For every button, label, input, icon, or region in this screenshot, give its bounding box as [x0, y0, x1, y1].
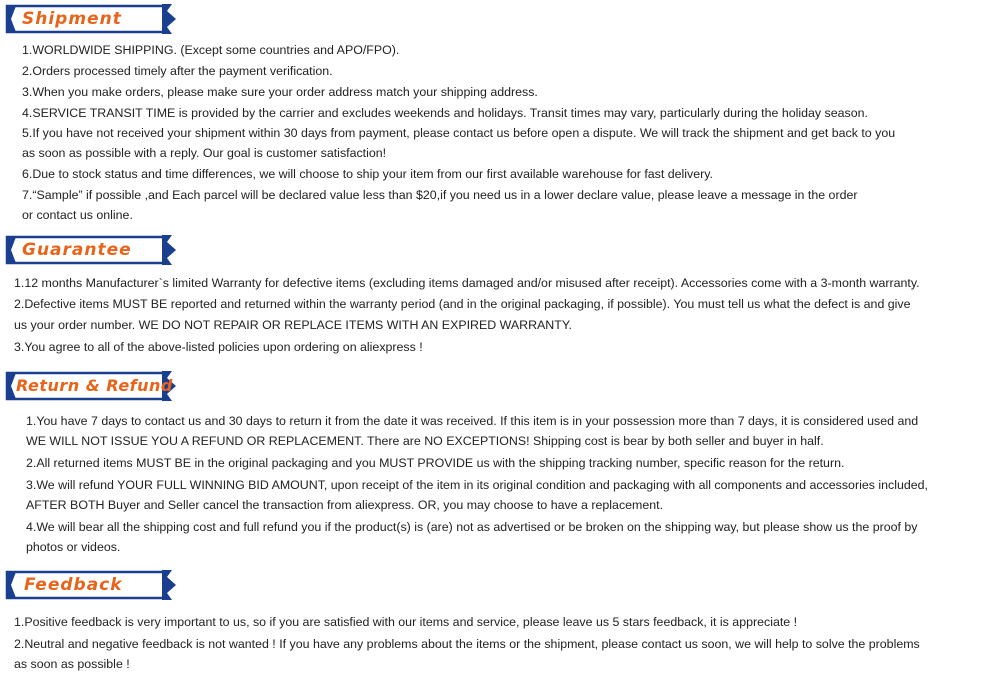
text-line: 5.If you have not received your shipment within 30 days from payment, please contact us before open a dispute. We will track the shipment and get back to you: [22, 126, 896, 140]
text-line: 1.You have 7 days to contact us and 30 days to return it from the date it was received. If this item is in your possession more than 7 days, it is considered used and: [26, 414, 919, 428]
text-line: as soon as possible !: [14, 657, 130, 671]
text-line: 6.Due to stock status and time differences, we will choose to ship your item from our first available warehouse for fast delivery.: [22, 167, 713, 181]
text-line: 1.12 months Manufacturer`s limited Warranty for defective items (excluding items damaged and/or misused after receipt). Accessories come with a 3-month warranty.: [14, 276, 920, 290]
section-banner-return-refund: [4, 370, 180, 402]
text-line: photos or videos.: [26, 540, 121, 554]
section-banner-shipment: [4, 3, 180, 35]
section-banner-feedback: [4, 569, 180, 601]
text-line: WE WILL NOT ISSUE YOU A REFUND OR REPLACEMENT. There are NO EXCEPTIONS! Shipping cost is bear by both seller and buyer in half.: [26, 434, 824, 448]
text-line: 2.Neutral and negative feedback is not wanted ! If you have any problems about the items or the shipment, please contact us soon, we will help to solve the problems: [14, 637, 920, 651]
text-line: as soon as possible with a reply. Our goal is customer satisfaction!: [22, 146, 387, 160]
section-title: Guarantee: [22, 240, 132, 260]
section-title: Feedback: [24, 575, 123, 595]
text-line: 1.Positive feedback is very important to us, so if you are satisfied with our items and service, please leave us 5 stars feedback, it is appreciate !: [14, 615, 798, 629]
section-banner-guarantee: [4, 234, 180, 266]
text-line: 2.All returned items MUST BE in the original packaging and you MUST PROVIDE us with the shipping tracking number, specific reason for the return.: [26, 456, 845, 470]
text-line: us your order number. WE DO NOT REPAIR OR REPLACE ITEMS WITH AN EXPIRED WARRANTY.: [14, 318, 572, 332]
section-title: Return & Refund: [16, 376, 173, 395]
text-line: 3.When you make orders, please make sure your order address match your shipping address.: [22, 85, 538, 99]
text-line: 1.WORLDWIDE SHIPPING. (Except some countries and APO/FPO).: [22, 43, 400, 57]
text-line: 2.Orders processed timely after the payment verification.: [22, 64, 333, 78]
text-line: or contact us online.: [22, 208, 133, 222]
section-title: Shipment: [22, 9, 122, 29]
text-line: AFTER BOTH Buyer and Seller cancel the transaction from aliexpress. OR, you may choose to have a replacement.: [26, 498, 664, 512]
text-line: 4.We will bear all the shipping cost and full refund you if the product(s) is (are) not as advertised or be broken on the shipping way, but please show us the proof by: [26, 520, 918, 534]
text-line: 3.We will refund YOUR FULL WINNING BID AMOUNT, upon receipt of the item in its original condition and packaging with all components and accessories included,: [26, 478, 928, 492]
text-line: 7.“Sample” if possible ,and Each parcel will be declared value less than $20,if you need us in a lower declare value, please leave a message in the order: [22, 188, 858, 202]
text-line: 2.Defective items MUST BE reported and returned within the warranty period (and in the original packaging, if possible). You must tell us what the defect is and give: [14, 297, 911, 311]
text-line: 3.You agree to all of the above-listed policies upon ordering on aliexpress !: [14, 340, 423, 354]
text-line: 4.SERVICE TRANSIT TIME is provided by the carrier and excludes weekends and holidays. Transit times may vary, particularly during the holiday season.: [22, 106, 868, 120]
